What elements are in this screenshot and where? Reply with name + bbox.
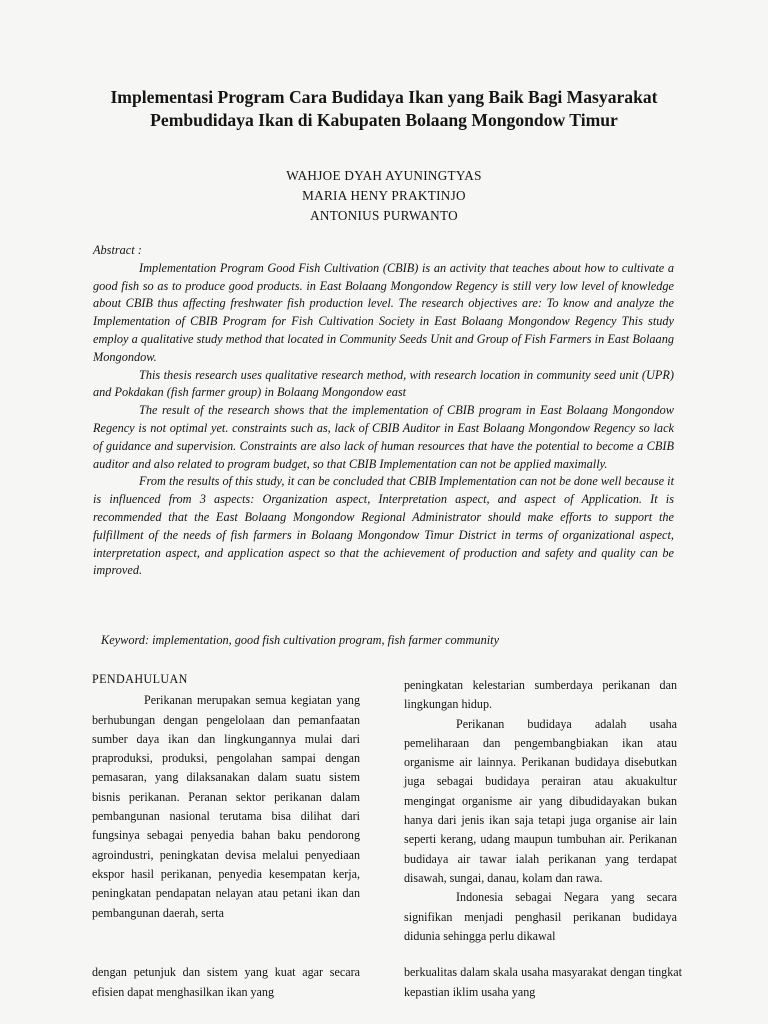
- abstract-label: Abstract :: [93, 243, 142, 257]
- author-list: [60, 166, 708, 226]
- author-name: MARIA HENY PRAKTINJO: [302, 188, 466, 203]
- left-column-continuation: dengan petunjuk dan sistem yang kuat agar secara efisien dapat menghasilkan ikan yang: [92, 965, 360, 999]
- paper-title: [60, 86, 708, 132]
- abstract-paragraph: Implementation Program Good Fish Cultivation (CBIB) is an activity that teaches about how to cultivate a good fish so as to produce good products. in East Bolaang Mongondow Regency is still very low level of knowledge about CBIB thus affecting freshwater fish production level. The research objectives are: To know and analyze the Implementation of CBIB Program for Fish Cultivation Society in East Bolaang Mongondow Regency This study employ a qualitative study method that located in Community Seeds Unit and Group of Fish Farmers in East Bolaang Mongondow.: [93, 260, 674, 364]
- left-column: [92, 670, 360, 923]
- body-paragraph: Perikanan budidaya adalah usaha pemeliharaan dan pengembangbiakan ikan atau organisme air lainnya. Perikanan budidaya disebutkan juga sebagai budidaya perairan atau akuakultur mengingat organisme air yang dibudidayakan bukan hanya dari jenis ikan saja tetapi juga organise air lain seperti kerang, udang maupun tumbuhan air. Perikanan budidaya air tawar ialah perikanan yang terdapat disawah, sungai, danau, kolam dan rawa.: [404, 716, 677, 885]
- author-name: ANTONIUS PURWANTO: [310, 208, 458, 223]
- right-column: [404, 676, 677, 946]
- abstract-paragraph: The result of the research shows that the implementation of CBIB program in East Bolaang Mongondow Regency is not optimal yet. constraints such as, lack of CBIB Auditor in East Bolaang Mongondow Regency so lack of guidance and supervision. Constraints are also lack of human resources that have the potential to become a CBIB auditor and also related to program budget, so that CBIB Implementation can not be applied maximally.: [93, 403, 674, 471]
- abstract-section: [93, 242, 674, 580]
- title-line-2: Pembudidaya Ikan di Kabupaten Bolaang Mongondow Timur: [150, 110, 618, 130]
- body-paragraph: Indonesia sebagai Negara yang secara signifikan menjadi penghasil perikanan budidaya didunia sehingga perlu dikawal: [404, 890, 677, 943]
- keywords-line: Keyword: implementation, good fish cultivation program, fish farmer community: [101, 633, 500, 647]
- body-paragraph: Perikanan merupakan semua kegiatan yang berhubungan dengan pengelolaan dan pemanfaatan sumber daya ikan dan lingkungannya mulai dari praproduksi, produksi, pengolahan sampai dengan pemasaran, yang dilaksanakan dalam suatu sistem bisnis perikanan. Peranan sektor perikanan dalam pembangunan nasional terutama bisa dilihat dari fungsinya sebagai penyedia bahan baku pendorong agroindustri, peningkatan devisa melalui penyediaan ekspor hasil perikanan, penyedia kesempatan kerja, peningkatan pendapatan nelayan atau petani ikan dan pembangunan daerah, serta: [92, 693, 360, 920]
- abstract-paragraph: From the results of this study, it can be concluded that CBIB Implementation can not be done well because it is influenced from 3 aspects: Organization aspect, Interpretation aspect, and aspect of Application. It is recommended that the East Bolaang Mongondow Regional Administrator should make efforts to support the fulfillment of the needs of fish farmers in Bolaang Mongondow Timur District in terms of organizational aspect, interpretation aspect, and application aspect so that the achievement of production and safety and quality can be improved.: [93, 474, 674, 578]
- body-paragraph: peningkatan kelestarian sumberdaya perikanan dan lingkungan hidup.: [404, 678, 677, 712]
- author-name: WAHJOE DYAH AYUNINGTYAS: [286, 168, 482, 183]
- abstract-paragraph: This thesis research uses qualitative research method, with research location in community seed unit (UPR) and Pokdakan (fish farmer group) in Bolaang Mongondow east: [93, 367, 674, 400]
- right-column-continuation: berkualitas dalam skala usaha masyarakat dengan tingkat kepastian iklim usaha yang: [404, 965, 682, 999]
- title-line-1: Implementasi Program Cara Budidaya Ikan yang Baik Bagi Masyarakat: [110, 87, 658, 107]
- section-heading: PENDAHULUAN: [92, 672, 188, 686]
